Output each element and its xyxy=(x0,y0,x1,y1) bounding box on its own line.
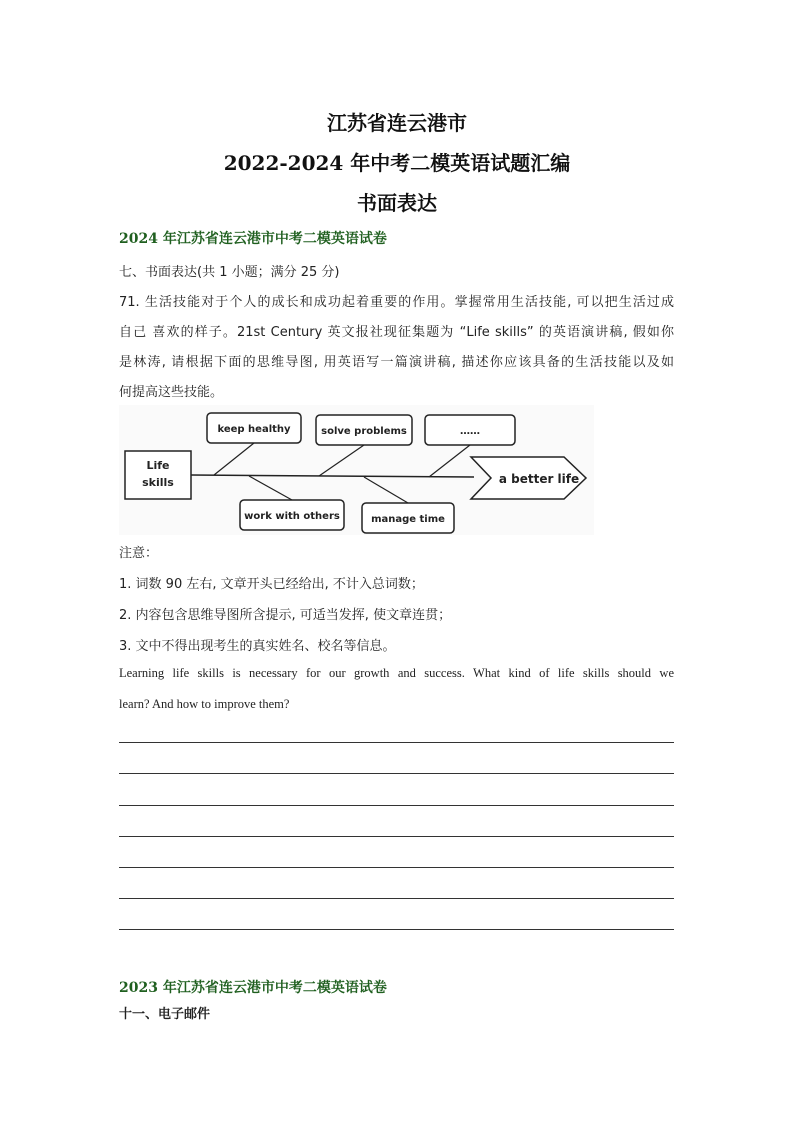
question-line: 71. 生活技能对于个人的成长和成功起着重要的作用。掌握常用生活技能, 可以把生活过成 xyxy=(119,295,674,310)
answer-line[interactable] xyxy=(119,836,674,837)
mind-map-node-label: manage time xyxy=(371,514,445,525)
answer-line[interactable] xyxy=(119,867,674,868)
answer-line[interactable] xyxy=(119,929,674,930)
document-topic: 书面表达 xyxy=(357,191,437,215)
section-heading-2024: 2024 年江苏省连云港市中考二模英语试卷 xyxy=(119,231,387,247)
answer-line[interactable] xyxy=(119,898,674,899)
part-label-2024: 七、书面表达(共 1 小题；满分 25 分) xyxy=(119,265,340,280)
question-line: 何提高这些技能。 xyxy=(119,385,224,400)
mind-map-center-label: Life xyxy=(146,459,170,472)
document-subtitle: 2022-2024 年中考二模英语试题汇编 xyxy=(223,151,571,175)
section-heading-2023: 2023 年江苏省连云港市中考二模英语试卷 xyxy=(119,980,387,996)
part-label-2023: 十一、电子邮件 xyxy=(119,1007,211,1022)
essay-opening-line: Learning life skills is necessary for our growth and success. What kind of life skills should we xyxy=(119,666,674,680)
answer-line[interactable] xyxy=(119,773,674,774)
question-line: 自己 喜欢的样子。21st Century 英文报社现征集题为 “Life skills” 的英语演讲稿, 假如你 xyxy=(119,325,674,340)
mind-map-node-label: solve problems xyxy=(321,426,407,437)
note-item: 1. 词数 90 左右, 文章开头已经给出, 不计入总词数； xyxy=(119,577,424,592)
note-item: 3. 文中不得出现考生的真实姓名、校名等信息。 xyxy=(119,639,396,654)
mind-map-node-label: keep healthy xyxy=(217,424,291,435)
notes-title: 注意： xyxy=(119,546,159,561)
question-line: 是林涛, 请根据下面的思维导图, 用英语写一篇演讲稿, 描述你应该具备的生活技能以及如 xyxy=(119,355,674,370)
note-item: 2. 内容包含思维导图所含提示, 可适当发挥, 使文章连贯； xyxy=(119,608,452,623)
mind-map-goal-label: a better life xyxy=(498,472,580,486)
mind-map-diagram xyxy=(119,405,594,535)
mind-map-node-label: …… xyxy=(460,426,480,437)
answer-line[interactable] xyxy=(119,742,674,743)
mind-map-center-label: skills xyxy=(142,476,174,489)
document-title: 江苏省连云港市 xyxy=(327,111,467,135)
mind-map-node-label: work with others xyxy=(244,511,340,522)
answer-line[interactable] xyxy=(119,805,674,806)
essay-opening-line: learn? And how to improve them? xyxy=(119,697,290,711)
